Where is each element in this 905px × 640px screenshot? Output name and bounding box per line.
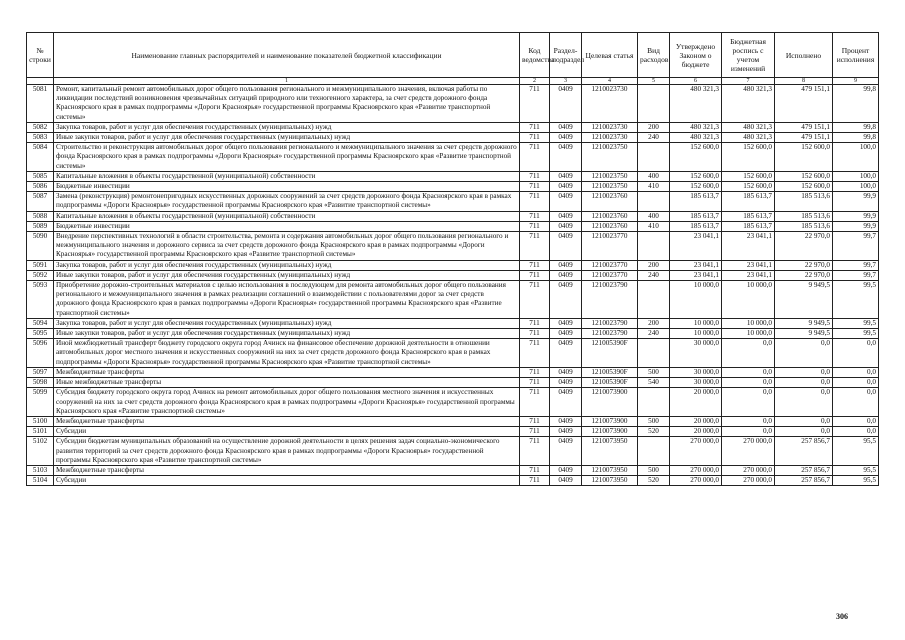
department-code: 711 xyxy=(520,416,550,426)
row-number: 5099 xyxy=(27,388,54,417)
header-approved: Утверждено Законом о бюджете xyxy=(670,33,722,78)
row-name: Капитальные вложения в объекты государственной (муниципальной) собственности xyxy=(54,211,520,221)
row-number: 5091 xyxy=(27,260,54,270)
schedule-amount: 0,0 xyxy=(722,339,775,368)
row-name: Субсидия бюджету городского округа город Ачинск на ремонт автомобильных дорог общего пользования местного значения и искусственных сооружений на них за счет средств дорожного фонда Красноярского края в рамках подпрограммы «Дороги Красноярья» государственной программы Красноярского края «Развитие транспортной системы» xyxy=(54,388,520,417)
section-code: 0409 xyxy=(550,192,582,211)
schedule-amount: 0,0 xyxy=(722,367,775,377)
row-name: Иной межбюджетный трансферт бюджету городского округа город Ачинск на финансовое обеспечение дорожной деятельности в отношении автомобильных дорог местного значения и искусственных сооружений на них за счет средств дорожного фонда Красноярского края в рамках подпрограммы «Дороги Красноярья» государственной программы Красноярского края «Развитие транспортной системы» xyxy=(54,339,520,368)
target-article: 1210023760 xyxy=(582,211,638,221)
row-number: 5103 xyxy=(27,465,54,475)
executed-amount: 0,0 xyxy=(775,339,833,368)
target-article: 1210023790 xyxy=(582,329,638,339)
schedule-amount: 152 600,0 xyxy=(722,143,775,172)
section-code: 0409 xyxy=(550,378,582,388)
approved-amount: 20 000,0 xyxy=(670,388,722,417)
department-code: 711 xyxy=(520,122,550,132)
row-number: 5097 xyxy=(27,367,54,377)
expense-type: 240 xyxy=(638,133,670,143)
approved-amount: 23 041,1 xyxy=(670,270,722,280)
execution-percent: 99,5 xyxy=(833,318,879,328)
table-row xyxy=(27,270,879,280)
schedule-amount: 23 041,1 xyxy=(722,260,775,270)
execution-percent: 100,0 xyxy=(833,143,879,172)
execution-percent: 0,0 xyxy=(833,427,879,437)
schedule-amount: 152 600,0 xyxy=(722,182,775,192)
executed-amount: 185 513,6 xyxy=(775,221,833,231)
target-article: 1210023770 xyxy=(582,260,638,270)
expense-type xyxy=(638,232,670,261)
department-code: 711 xyxy=(520,221,550,231)
row-number: 5081 xyxy=(27,85,54,123)
column-index: 6 xyxy=(670,78,722,85)
target-article: 1210023730 xyxy=(582,133,638,143)
row-name: Субсидии xyxy=(54,427,520,437)
row-name: Строительство и реконструкция автомобильных дорог общего пользования регионального и межмуниципального значения за счет средств дорожного фонда Красноярского края в рамках подпрограммы «Дороги Красноярья» государственной программы Красноярского края «Развитие транспортной системы» xyxy=(54,143,520,172)
section-code: 0409 xyxy=(550,465,582,475)
schedule-amount: 23 041,1 xyxy=(722,270,775,280)
section-code: 0409 xyxy=(550,367,582,377)
department-code: 711 xyxy=(520,232,550,261)
table-row xyxy=(27,388,879,417)
schedule-amount: 185 613,7 xyxy=(722,192,775,211)
table-row xyxy=(27,437,879,466)
table-header-row xyxy=(27,33,879,78)
department-code: 711 xyxy=(520,318,550,328)
row-number: 5086 xyxy=(27,182,54,192)
section-code: 0409 xyxy=(550,437,582,466)
expense-type: 520 xyxy=(638,476,670,486)
approved-amount: 185 613,7 xyxy=(670,211,722,221)
executed-amount: 185 513,6 xyxy=(775,211,833,221)
schedule-amount: 270 000,0 xyxy=(722,476,775,486)
row-number: 5090 xyxy=(27,232,54,261)
executed-amount: 257 856,7 xyxy=(775,437,833,466)
row-name: Бюджетные инвестиции xyxy=(54,182,520,192)
section-code: 0409 xyxy=(550,85,582,123)
row-name: Иные закупки товаров, работ и услуг для обеспечения государственных (муниципальных) нужд xyxy=(54,133,520,143)
executed-amount: 0,0 xyxy=(775,416,833,426)
execution-percent: 0,0 xyxy=(833,388,879,417)
execution-percent: 99,8 xyxy=(833,133,879,143)
target-article: 121005390F xyxy=(582,378,638,388)
department-code: 711 xyxy=(520,211,550,221)
department-code: 711 xyxy=(520,465,550,475)
column-index: 5 xyxy=(638,78,670,85)
department-code: 711 xyxy=(520,281,550,319)
expense-type xyxy=(638,388,670,417)
approved-amount: 30 000,0 xyxy=(670,339,722,368)
executed-amount: 22 970,0 xyxy=(775,232,833,261)
schedule-amount: 480 321,3 xyxy=(722,133,775,143)
execution-percent: 0,0 xyxy=(833,367,879,377)
execution-percent: 100,0 xyxy=(833,171,879,181)
row-name: Закупка товаров, работ и услуг для обеспечения государственных (муниципальных) нужд xyxy=(54,318,520,328)
header-department-code: Код ведомства xyxy=(520,33,550,78)
row-name: Капитальные вложения в объекты государственной (муниципальной) собственности xyxy=(54,171,520,181)
approved-amount: 270 000,0 xyxy=(670,476,722,486)
table-row xyxy=(27,182,879,192)
department-code: 711 xyxy=(520,476,550,486)
table-row xyxy=(27,143,879,172)
schedule-amount: 480 321,3 xyxy=(722,122,775,132)
table-row xyxy=(27,427,879,437)
executed-amount: 185 513,6 xyxy=(775,192,833,211)
execution-percent: 0,0 xyxy=(833,378,879,388)
target-article: 1210073950 xyxy=(582,465,638,475)
schedule-amount: 0,0 xyxy=(722,378,775,388)
expense-type xyxy=(638,143,670,172)
schedule-amount: 10 000,0 xyxy=(722,318,775,328)
schedule-amount: 185 613,7 xyxy=(722,211,775,221)
approved-amount: 30 000,0 xyxy=(670,367,722,377)
target-article: 1210023730 xyxy=(582,85,638,123)
row-name: Ремонт, капитальный ремонт автомобильных дорог общего пользования регионального и межмуниципального значения, включая работы по ликвидации последствий возникновения чрезвычайных ситуаций природного или техногенного характера, за счет средств дорожного фонда Красноярского края в рамках подпрограммы «Дороги Красноярья» государственной программы Красноярского края «Развитие транспортной системы» xyxy=(54,85,520,123)
header-target-article: Целевая статья xyxy=(582,33,638,78)
executed-amount: 9 949,5 xyxy=(775,281,833,319)
department-code: 711 xyxy=(520,260,550,270)
budget-table-sheet xyxy=(26,32,878,486)
executed-amount: 479 151,1 xyxy=(775,133,833,143)
schedule-amount: 0,0 xyxy=(722,427,775,437)
table-row xyxy=(27,260,879,270)
expense-type xyxy=(638,281,670,319)
section-code: 0409 xyxy=(550,318,582,328)
row-name: Закупка товаров, работ и услуг для обеспечения государственных (муниципальных) нужд xyxy=(54,260,520,270)
target-article: 1210023760 xyxy=(582,221,638,231)
department-code: 711 xyxy=(520,367,550,377)
executed-amount: 0,0 xyxy=(775,388,833,417)
schedule-amount: 152 600,0 xyxy=(722,171,775,181)
row-number: 5095 xyxy=(27,329,54,339)
department-code: 711 xyxy=(520,182,550,192)
executed-amount: 152 600,0 xyxy=(775,171,833,181)
department-code: 711 xyxy=(520,437,550,466)
table-row xyxy=(27,465,879,475)
expense-type: 200 xyxy=(638,122,670,132)
section-code: 0409 xyxy=(550,339,582,368)
executed-amount: 9 949,5 xyxy=(775,329,833,339)
header-executed: Исполнено xyxy=(775,33,833,78)
approved-amount: 152 600,0 xyxy=(670,182,722,192)
approved-amount: 480 321,3 xyxy=(670,122,722,132)
table-row xyxy=(27,378,879,388)
expense-type: 500 xyxy=(638,465,670,475)
approved-amount: 30 000,0 xyxy=(670,378,722,388)
target-article: 1210073900 xyxy=(582,416,638,426)
execution-percent: 99,7 xyxy=(833,260,879,270)
table-row xyxy=(27,339,879,368)
execution-percent: 99,7 xyxy=(833,232,879,261)
row-name: Замена (реконструкция) ремонтонепригодных искусственных дорожных сооружений за счет средств дорожного фонда Красноярского края в рамках подпрограммы «Дороги Красноярья» государственной программы Красноярского края «Развитие транспортной системы» xyxy=(54,192,520,211)
expense-type: 410 xyxy=(638,182,670,192)
row-number: 5084 xyxy=(27,143,54,172)
section-code: 0409 xyxy=(550,270,582,280)
approved-amount: 10 000,0 xyxy=(670,329,722,339)
table-row xyxy=(27,122,879,132)
section-code: 0409 xyxy=(550,211,582,221)
executed-amount: 152 600,0 xyxy=(775,143,833,172)
expense-type: 200 xyxy=(638,318,670,328)
approved-amount: 480 321,3 xyxy=(670,133,722,143)
target-article: 1210023750 xyxy=(582,182,638,192)
approved-amount: 270 000,0 xyxy=(670,437,722,466)
column-index: 7 xyxy=(722,78,775,85)
header-name: Наименование главных распорядителей и наименование показателей бюджетной классификации xyxy=(54,33,520,78)
execution-percent: 0,0 xyxy=(833,416,879,426)
approved-amount: 152 600,0 xyxy=(670,143,722,172)
target-article: 1210023750 xyxy=(582,143,638,172)
section-code: 0409 xyxy=(550,476,582,486)
table-row xyxy=(27,416,879,426)
section-code: 0409 xyxy=(550,416,582,426)
department-code: 711 xyxy=(520,427,550,437)
section-code: 0409 xyxy=(550,388,582,417)
section-code: 0409 xyxy=(550,232,582,261)
executed-amount: 257 856,7 xyxy=(775,465,833,475)
section-code: 0409 xyxy=(550,281,582,319)
header-expense-type: Вид расходов xyxy=(638,33,670,78)
row-name: Иные межбюджетные трансферты xyxy=(54,378,520,388)
department-code: 711 xyxy=(520,143,550,172)
schedule-amount: 23 041,1 xyxy=(722,232,775,261)
column-index-row xyxy=(27,78,879,85)
table-row xyxy=(27,318,879,328)
section-code: 0409 xyxy=(550,427,582,437)
executed-amount: 9 949,5 xyxy=(775,318,833,328)
execution-percent: 99,7 xyxy=(833,270,879,280)
approved-amount: 152 600,0 xyxy=(670,171,722,181)
execution-percent: 99,5 xyxy=(833,329,879,339)
section-code: 0409 xyxy=(550,329,582,339)
target-article: 1210023770 xyxy=(582,232,638,261)
table-row xyxy=(27,476,879,486)
execution-percent: 0,0 xyxy=(833,339,879,368)
row-name: Закупка товаров, работ и услуг для обеспечения государственных (муниципальных) нужд xyxy=(54,122,520,132)
section-code: 0409 xyxy=(550,221,582,231)
approved-amount: 23 041,1 xyxy=(670,260,722,270)
section-code: 0409 xyxy=(550,122,582,132)
execution-percent: 99,9 xyxy=(833,211,879,221)
expense-type xyxy=(638,85,670,123)
table-row xyxy=(27,329,879,339)
target-article: 1210073900 xyxy=(582,427,638,437)
schedule-amount: 270 000,0 xyxy=(722,437,775,466)
executed-amount: 152 600,0 xyxy=(775,182,833,192)
approved-amount: 185 613,7 xyxy=(670,192,722,211)
executed-amount: 0,0 xyxy=(775,378,833,388)
row-name: Межбюджетные трансферты xyxy=(54,416,520,426)
table-row xyxy=(27,133,879,143)
row-name: Бюджетные инвестиции xyxy=(54,221,520,231)
table-row xyxy=(27,221,879,231)
department-code: 711 xyxy=(520,388,550,417)
executed-amount: 479 151,1 xyxy=(775,122,833,132)
schedule-amount: 270 000,0 xyxy=(722,465,775,475)
expense-type: 540 xyxy=(638,378,670,388)
column-index: 4 xyxy=(582,78,638,85)
schedule-amount: 185 613,7 xyxy=(722,221,775,231)
header-budget-schedule: Бюджетная роспись с учетом изменений xyxy=(722,33,775,78)
row-number: 5093 xyxy=(27,281,54,319)
table-row xyxy=(27,85,879,123)
expense-type xyxy=(638,192,670,211)
expense-type: 400 xyxy=(638,211,670,221)
row-number: 5102 xyxy=(27,437,54,466)
expense-type: 410 xyxy=(638,221,670,231)
schedule-amount: 10 000,0 xyxy=(722,329,775,339)
row-number: 5085 xyxy=(27,171,54,181)
target-article: 1210023790 xyxy=(582,318,638,328)
header-section: Раздел-подраздел xyxy=(550,33,582,78)
target-article: 1210023730 xyxy=(582,122,638,132)
table-row xyxy=(27,367,879,377)
row-number: 5087 xyxy=(27,192,54,211)
department-code: 711 xyxy=(520,329,550,339)
schedule-amount: 0,0 xyxy=(722,388,775,417)
department-code: 711 xyxy=(520,133,550,143)
row-name: Внедрение перспективных технологий в области строительства, ремонта и содержания автомобильных дорог общего пользования регионального и межмуниципального значения и дорожного сервиса за счет средств дорожного фонда Красноярского края в рамках подпрограммы «Дороги Красноярья» государственной программы Красноярского края «Развитие транспортной системы» xyxy=(54,232,520,261)
execution-percent: 100,0 xyxy=(833,182,879,192)
row-number: 5098 xyxy=(27,378,54,388)
page-number: 306 xyxy=(836,612,848,621)
table-row xyxy=(27,281,879,319)
target-article: 1210073900 xyxy=(582,388,638,417)
schedule-amount: 480 321,3 xyxy=(722,85,775,123)
row-name: Иные закупки товаров, работ и услуг для обеспечения государственных (муниципальных) нужд xyxy=(54,270,520,280)
row-name: Субсидии xyxy=(54,476,520,486)
column-index: 9 xyxy=(833,78,879,85)
column-index: 2 xyxy=(520,78,550,85)
target-article: 121005390F xyxy=(582,339,638,368)
row-number: 5088 xyxy=(27,211,54,221)
department-code: 711 xyxy=(520,339,550,368)
section-code: 0409 xyxy=(550,133,582,143)
execution-percent: 95,5 xyxy=(833,437,879,466)
expense-type xyxy=(638,339,670,368)
row-number: 5083 xyxy=(27,133,54,143)
expense-type: 200 xyxy=(638,260,670,270)
table-row xyxy=(27,232,879,261)
executed-amount: 257 856,7 xyxy=(775,476,833,486)
expense-type: 400 xyxy=(638,171,670,181)
row-name: Межбюджетные трансферты xyxy=(54,465,520,475)
expense-type: 520 xyxy=(638,427,670,437)
schedule-amount: 0,0 xyxy=(722,416,775,426)
row-name: Приобретение дорожно-строительных материалов с целью использования в последующем для ремонта автомобильных дорог общего пользования регионального и межмуниципального значения в рамках реализации соглашений о взаимодействии с пользователями дорог за счет средств дорожного фонда Красноярского края в рамках подпрограммы «Дороги Красноярья» государственной программы Красноярского края «Развитие транспортной системы» xyxy=(54,281,520,319)
department-code: 711 xyxy=(520,85,550,123)
target-article: 1210073950 xyxy=(582,437,638,466)
expense-type: 500 xyxy=(638,416,670,426)
row-name: Субсидии бюджетам муниципальных образований на осуществление дорожной деятельности в целях решения задач социально-экономического развития территорий за счет средств дорожного фонда Красноярского края в рамках подпрограммы «Дороги Красноярья» государственной программы Красноярского края «Развитие транспортной системы» xyxy=(54,437,520,466)
row-number: 5104 xyxy=(27,476,54,486)
executed-amount: 479 151,1 xyxy=(775,85,833,123)
approved-amount: 10 000,0 xyxy=(670,318,722,328)
execution-percent: 99,8 xyxy=(833,122,879,132)
target-article: 121005390F xyxy=(582,367,638,377)
budget-execution-table xyxy=(26,32,879,486)
row-number: 5092 xyxy=(27,270,54,280)
row-number: 5094 xyxy=(27,318,54,328)
department-code: 711 xyxy=(520,171,550,181)
target-article: 1210073950 xyxy=(582,476,638,486)
row-name: Межбюджетные трансферты xyxy=(54,367,520,377)
schedule-amount: 10 000,0 xyxy=(722,281,775,319)
row-number: 5082 xyxy=(27,122,54,132)
expense-type: 500 xyxy=(638,367,670,377)
header-percent: Процент исполнения xyxy=(833,33,879,78)
row-number: 5096 xyxy=(27,339,54,368)
department-code: 711 xyxy=(520,270,550,280)
approved-amount: 23 041,1 xyxy=(670,232,722,261)
header-row-number: № строки xyxy=(27,33,54,78)
row-number: 5089 xyxy=(27,221,54,231)
approved-amount: 20 000,0 xyxy=(670,427,722,437)
executed-amount: 22 970,0 xyxy=(775,260,833,270)
section-code: 0409 xyxy=(550,171,582,181)
approved-amount: 480 321,3 xyxy=(670,85,722,123)
executed-amount: 0,0 xyxy=(775,367,833,377)
approved-amount: 270 000,0 xyxy=(670,465,722,475)
execution-percent: 95,5 xyxy=(833,465,879,475)
column-index: 3 xyxy=(550,78,582,85)
execution-percent: 99,9 xyxy=(833,221,879,231)
column-index xyxy=(27,78,54,85)
row-name: Иные закупки товаров, работ и услуг для обеспечения государственных (муниципальных) нужд xyxy=(54,329,520,339)
section-code: 0409 xyxy=(550,143,582,172)
department-code: 711 xyxy=(520,192,550,211)
execution-percent: 99,8 xyxy=(833,85,879,123)
executed-amount: 0,0 xyxy=(775,427,833,437)
table-row xyxy=(27,171,879,181)
section-code: 0409 xyxy=(550,260,582,270)
column-index: 1 xyxy=(54,78,520,85)
target-article: 1210023770 xyxy=(582,270,638,280)
section-code: 0409 xyxy=(550,182,582,192)
table-row xyxy=(27,211,879,221)
row-number: 5100 xyxy=(27,416,54,426)
execution-percent: 99,9 xyxy=(833,192,879,211)
expense-type: 240 xyxy=(638,329,670,339)
target-article: 1210023790 xyxy=(582,281,638,319)
approved-amount: 10 000,0 xyxy=(670,281,722,319)
execution-percent: 99,5 xyxy=(833,281,879,319)
target-article: 1210023750 xyxy=(582,171,638,181)
executed-amount: 22 970,0 xyxy=(775,270,833,280)
approved-amount: 185 613,7 xyxy=(670,221,722,231)
expense-type: 240 xyxy=(638,270,670,280)
expense-type xyxy=(638,437,670,466)
approved-amount: 20 000,0 xyxy=(670,416,722,426)
column-index: 8 xyxy=(775,78,833,85)
target-article: 1210023760 xyxy=(582,192,638,211)
execution-percent: 95,5 xyxy=(833,476,879,486)
table-row xyxy=(27,192,879,211)
row-number: 5101 xyxy=(27,427,54,437)
department-code: 711 xyxy=(520,378,550,388)
